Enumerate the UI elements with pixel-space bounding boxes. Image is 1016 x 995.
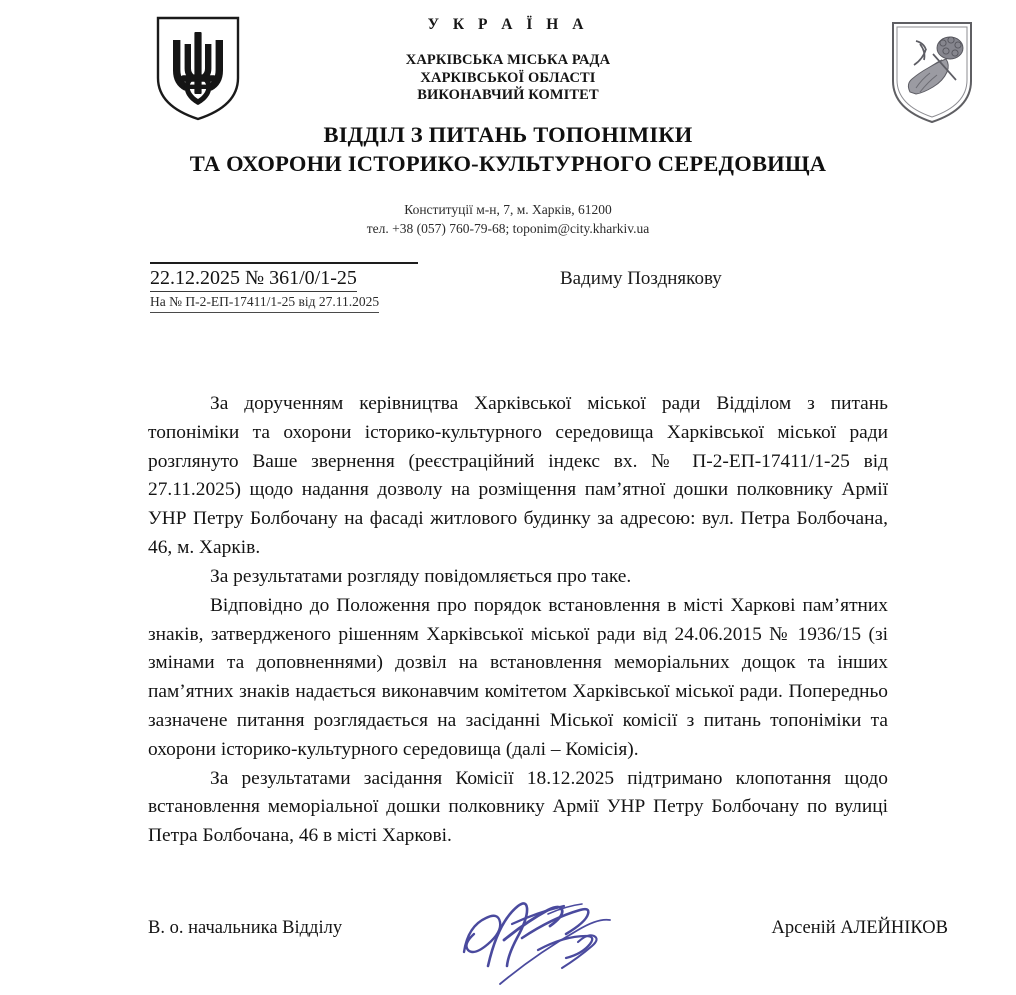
country-name: У К Р А Ї Н А [427,16,589,33]
body-paragraph: Відповідно до Положення про порядок встановлення в місті Харкові пам’ятних знаків, затвердженого рішенням Харківської міської ради від 24.06.2015 № 1936/15 (зі змінами та доповненнями) дозвіл на встановлення меморіальних дощок та інших пам’ятних знаків надається виконавчим комітетом Харківської міської ради. Попередньо зазначене питання розглядається на засіданні Міської комісії з питань топоніміки та охорони історико-культурного середовища (далі – Комісія). [148,594,888,760]
org-line-2: ХАРКІВСЬКОЇ ОБЛАСТІ [420,69,596,86]
body-paragraph: За дорученням керівництва Харківської міської ради Відділом з питань топоніміки та охорони історико-культурного середовища Харківської міської ради розглянуто Ваше звернення (реєстраційний індекс вх. № П-2-ЕП-17411/1-25 від 27.11.2025) щодо надання дозволу на розміщення пам’ятної дошки полковнику Армії УНР Петру Болбочану на фасаді житлового будинку за адресою: вул. Петра Болбочана, 46, м. Харків. [148,393,888,559]
reference-divider [150,262,418,264]
org-line-1: ХАРКІВСЬКА МІСЬКА РАДА [405,52,611,68]
signatory-name: Арсеній АЛЕЙНІКОВ [771,918,948,938]
organization-name [0,52,1016,105]
outgoing-reference: 22.12.2025 № 361/0/1-25 [150,266,357,292]
department-title-line-1: ВІДДІЛ З ПИТАНЬ ТОПОНІМІКИ [323,122,693,147]
department-title [0,120,1016,179]
phone-and-email: тел. +38 (057) 760-79-68; toponim@city.kharkiv.ua [366,221,650,237]
postal-address: Конституції м-н, 7, м. Харків, 61200 [404,202,612,217]
signatory-title: В. о. начальника Відділу [148,918,343,938]
department-title-line-2: ТА ОХОРОНИ ІСТОРИКО-КУЛЬТУРНОГО СЕРЕДОВИЩА [189,151,827,177]
body-paragraph: За результатами розгляду повідомляється про таке. [210,565,632,587]
org-line-3: ВИКОНАВЧИЙ КОМІТЕТ [417,87,599,104]
reference-block [150,262,450,313]
addressee-name: Вадиму Позднякову [560,268,722,289]
letterhead-header [0,16,1016,105]
body-paragraph: За результатами засідання Комісії 18.12.2025 підтримано клопотання щодо встановлення меморіальної дошки полковнику Армії УНР Петру Болбочану по вулиці Петра Болбочана, 46 в місті Харкові. [148,767,888,847]
contact-details [0,200,1016,238]
signature-block [148,918,948,939]
letter-body [148,390,888,851]
incoming-reference: На № П-2-ЕП-17411/1-25 від 27.11.2025 [150,294,379,313]
